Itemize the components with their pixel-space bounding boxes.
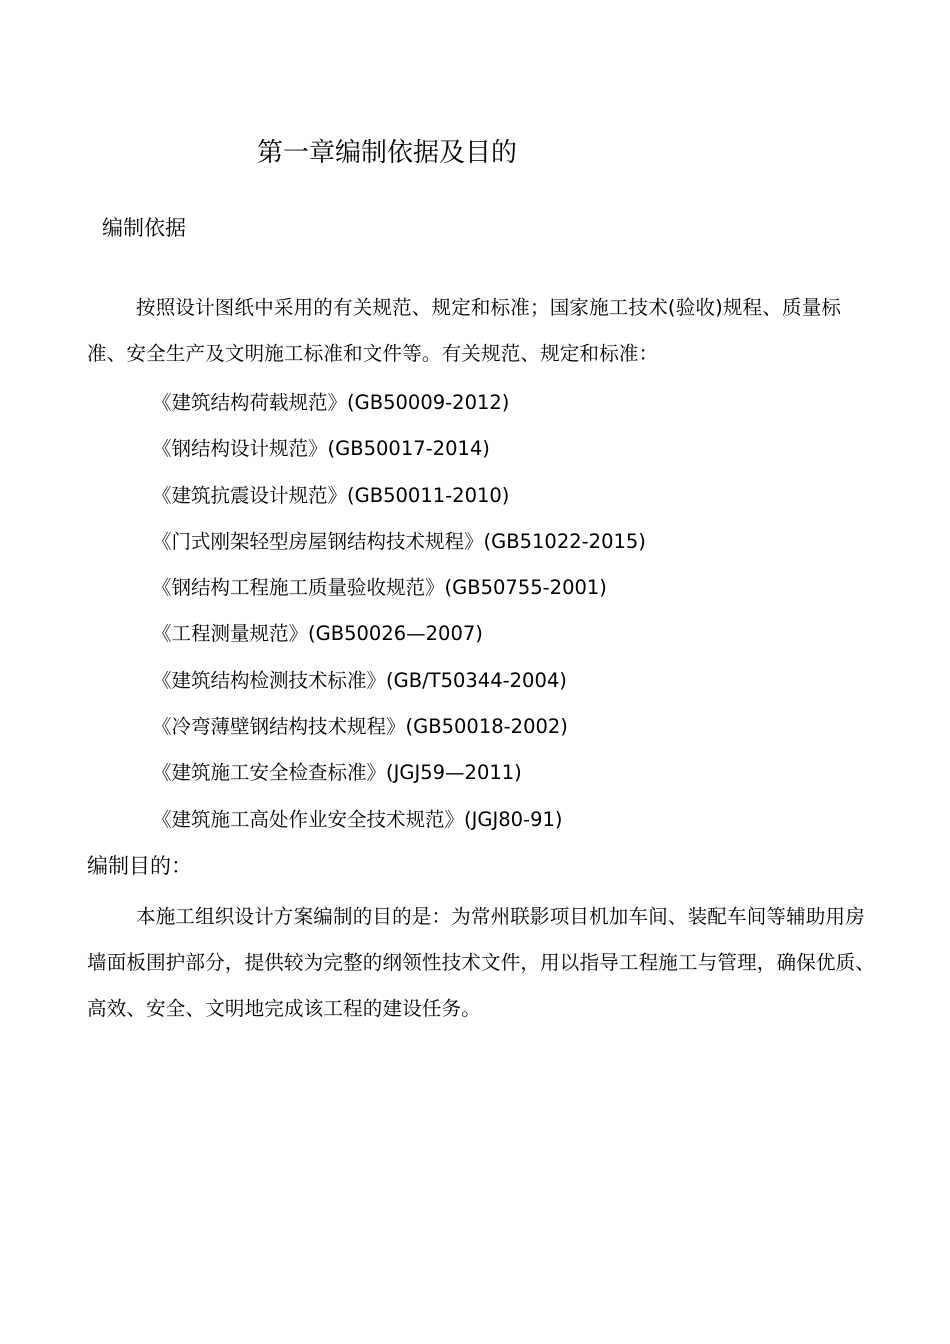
standard-item: 《建筑结构检测技术标准》(GB/T50344-2004)	[152, 668, 567, 692]
standard-item: 《冷弯薄壁钢结构技术规程》(GB50018-2002)	[152, 715, 568, 739]
standard-item: 《钢结构设计规范》(GB50017-2014)	[152, 437, 490, 461]
standard-item: 《建筑施工高处作业安全技术规范》(JGJ80-91)	[152, 807, 563, 831]
standards-list	[152, 380, 646, 843]
standard-item: 《建筑结构荷载规范》(GB50009-2012)	[152, 391, 510, 414]
standard-item: 《工程测量规范》(GB50026—2007)	[152, 622, 483, 646]
basis-paragraph: 按照设计图纸中采用的有关规范、规定和标准；国家施工技术(验收)规程、质量标准、安全生产及文明施工标准和文件等。有关规范、规定和标准：	[87, 296, 842, 365]
standard-item: 《钢结构工程施工质量验收规范》(GB50755-2001)	[152, 576, 607, 600]
standard-item: 《建筑抗震设计规范》(GB50011-2010)	[152, 483, 510, 507]
basis-heading: 编制依据	[102, 216, 186, 240]
standard-item: 《门式刚架轻型房屋钢结构技术规程》(GB51022-2015)	[152, 529, 646, 553]
chapter-title: 第一章编制依据及目的	[257, 138, 518, 168]
purpose-heading: 编制目的：	[87, 854, 192, 878]
standard-item: 《建筑施工安全检查标准》(JGJ59—2011)	[152, 761, 522, 785]
purpose-paragraph: 本施工组织设计方案编制的目的是：为常州联影项目机加车间、装配车间等辅助用房墙面板围护部分，提供较为完整的纲领性技术文件，用以指导工程施工与管理，确保优质、高效、安全、文明地完成该工程的建设任务。	[87, 905, 876, 1020]
